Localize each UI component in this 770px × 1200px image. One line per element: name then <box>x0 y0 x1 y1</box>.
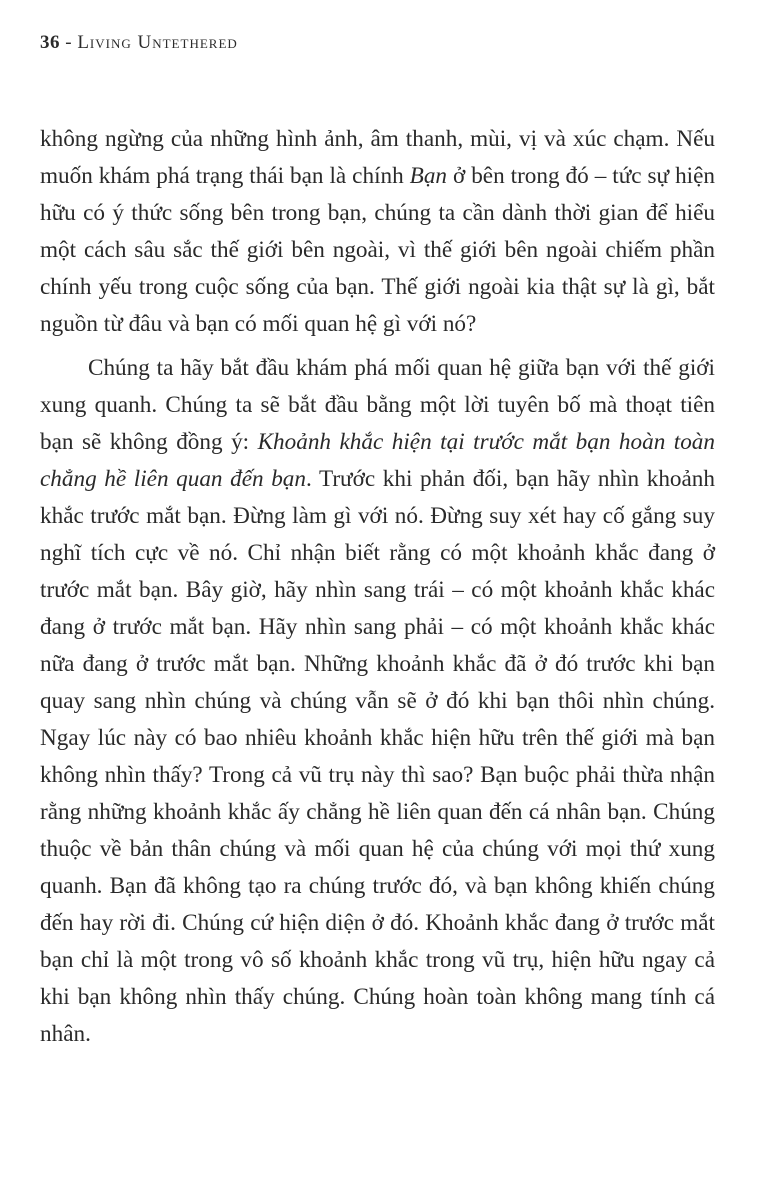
paragraph-1-text-continued: ở bên trong đó – tức sự hiện hữu có ý thức sống bên trong bạn, chúng ta cần dành thời gian để hiểu một cách sâu sắc thế giới bên ngoài, vì thế giới bên ngoài chiếm phần chính yếu trong cuộc sống của bạn. Thế giới ngoài kia thật sự là gì, bắt nguồn từ đâu và bạn có mối quan hệ gì với nó? <box>40 163 715 337</box>
book-title: Living Untethered <box>77 32 238 53</box>
paragraph-1-text: không ngừng của những hình ảnh, âm thanh, mùi, vị và xúc chạm. Nếu muốn khám phá trạng thái bạn là chính <box>40 126 715 189</box>
paragraph-2 <box>40 350 715 1053</box>
paragraph-1-emphasis: Bạn <box>409 163 448 189</box>
paragraph-2-emphasis: Khoảnh khắc hiện tại trước mắt bạn hoàn toàn chẳng hề liên quan đến bạn <box>40 429 715 492</box>
running-header <box>40 32 238 54</box>
paragraph-2-text-continued: . Trước khi phản đối, bạn hãy nhìn khoảnh khắc trước mắt bạn. Đừng làm gì với nó. Đừng suy xét hay cố gắng suy nghĩ tích cực về nó. Chỉ nhận biết rằng có một khoảnh khắc đang ở trước mắt bạn. Bây giờ, hãy nhìn sang trái – có một khoảnh khắc khác đang ở trước mắt bạn. Hãy nhìn sang phải – có một khoảnh khắc khác nữa đang ở trước mắt bạn. Những khoảnh khắc đã ở đó trước khi bạn quay sang nhìn chúng và chúng vẫn sẽ ở đó khi bạn thôi nhìn chúng. Ngay lúc này có bao nhiêu khoảnh khắc hiện hữu trên thế giới mà bạn không nhìn thấy? Trong cả vũ trụ này thì sao? Bạn buộc phải thừa nhận rằng những khoảnh khắc ấy chẳng hề liên quan đến cá nhân bạn. Chúng thuộc về bản thân chúng và mối quan hệ của chúng với mọi thứ xung quanh. Bạn đã không tạo ra chúng trước đó, và bạn không khiến chúng đến hay rời đi. Chúng cứ hiện diện ở đó. Khoảnh khắc đang ở trước mắt bạn chỉ là một trong vô số khoảnh khắc trong vũ trụ, hiện hữu ngay cả khi bạn không nhìn thấy chúng. Chúng hoàn toàn không mang tính cá nhân. <box>40 466 715 1047</box>
page-number: 36 <box>40 32 60 53</box>
paragraph-2-text: Chúng ta hãy bắt đầu khám phá mối quan hệ giữa bạn với thế giới xung quanh. Chúng ta sẽ bắt đầu bằng một lời tuyên bố mà thoạt tiên bạn sẽ không đồng ý: <box>40 355 715 455</box>
paragraph-1 <box>40 121 715 343</box>
header-separator: - <box>60 32 78 53</box>
body-text <box>40 121 715 1053</box>
